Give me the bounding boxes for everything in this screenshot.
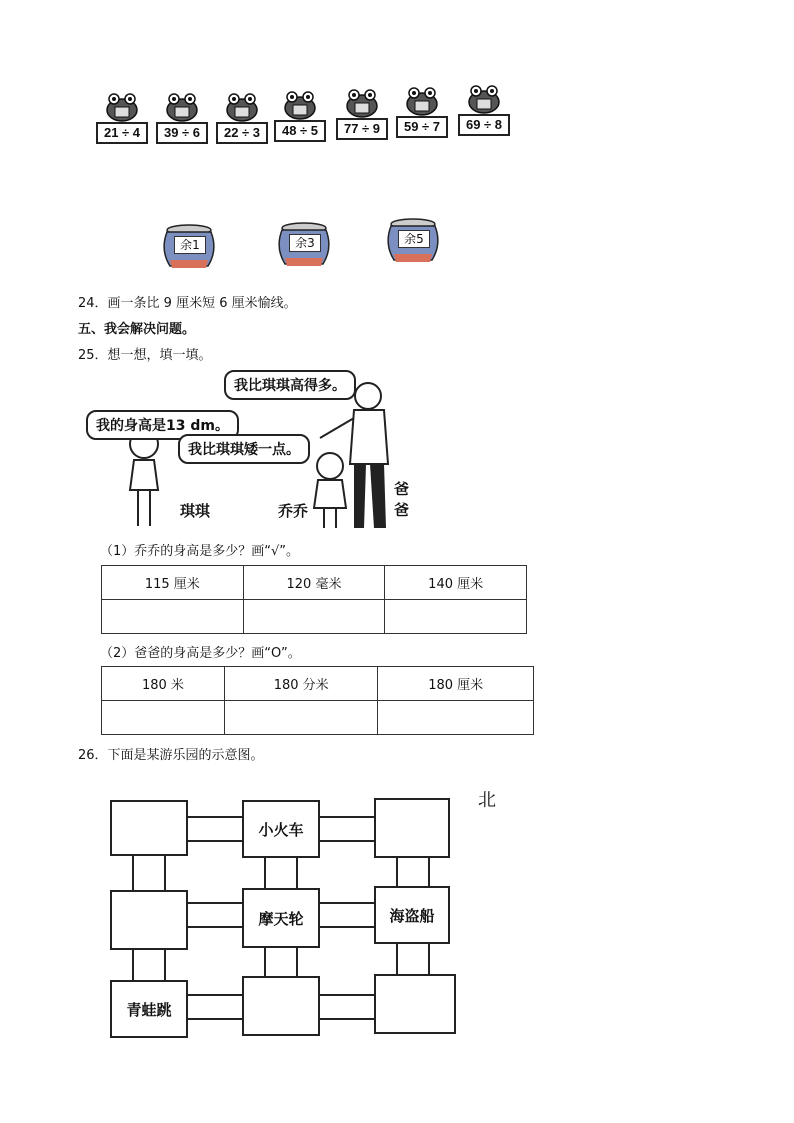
question-25-1: （1）乔乔的身高是多少？画“√”。 [100, 544, 300, 559]
height-scene [92, 368, 422, 530]
frog-icon [344, 88, 380, 118]
option-label: 120 毫米 [243, 566, 385, 600]
name-qiqi: 琪琪 [180, 502, 211, 520]
options-table-1 [101, 565, 527, 634]
answer-cell[interactable] [224, 701, 378, 735]
path-bridge [186, 994, 242, 1020]
park-slot-empty [110, 800, 188, 856]
division-card: 48 ÷ 5 [274, 120, 326, 142]
frog-card-7 [458, 84, 510, 136]
frog-icon [466, 84, 502, 114]
options-table-2 [101, 666, 534, 735]
frog-card-5 [336, 88, 388, 140]
speech-bubble-qiqi: 我的身高是13 dm。 [86, 410, 239, 440]
park-slot-pirate-ship: 海盗船 [374, 886, 450, 944]
frog-card-4 [274, 90, 326, 142]
path-bridge [396, 856, 430, 888]
jar-label: 余5 [398, 230, 430, 248]
frog-icon [404, 86, 440, 116]
park-slot-ferris-wheel: 摩天轮 [242, 888, 320, 948]
path-bridge [132, 852, 166, 890]
jar-2 [275, 220, 333, 270]
section-5-heading: 五、我会解决问题。 [78, 322, 196, 337]
option-label: 180 厘米 [378, 667, 534, 701]
path-bridge [186, 902, 242, 928]
speech-bubble-qiaoqiao: 我比琪琪矮一点。 [178, 434, 310, 464]
path-bridge [318, 994, 374, 1020]
answer-cell[interactable] [243, 600, 385, 634]
division-card: 69 ÷ 8 [458, 114, 510, 136]
frog-card-6 [396, 86, 448, 138]
name-qiaoqiao: 乔乔 [278, 502, 309, 520]
north-label: 北 [478, 790, 496, 811]
answer-cell[interactable] [102, 600, 244, 634]
option-label: 115 厘米 [102, 566, 244, 600]
path-bridge [186, 816, 242, 842]
frog-card-3 [216, 92, 268, 144]
park-slot-empty [110, 890, 188, 950]
path-bridge [318, 902, 374, 928]
path-bridge [396, 942, 430, 974]
park-map [100, 786, 500, 1036]
path-bridge [132, 948, 166, 980]
park-slot-empty [374, 974, 456, 1034]
option-label: 140 厘米 [385, 566, 527, 600]
frog-icon [104, 92, 140, 122]
speech-bubble-dad: 我比琪琪高得多。 [224, 370, 356, 400]
path-bridge [264, 946, 298, 976]
park-slot-empty [242, 976, 320, 1036]
jar-label: 余3 [289, 234, 321, 252]
frog-card-2 [156, 92, 208, 144]
division-card: 59 ÷ 7 [396, 116, 448, 138]
frog-icon [282, 90, 318, 120]
frog-icon [164, 92, 200, 122]
answer-cell[interactable] [385, 600, 527, 634]
jar-3 [384, 216, 442, 266]
park-slot-frog-jump: 青蛙跳 [110, 980, 188, 1038]
option-label: 180 米 [102, 667, 225, 701]
question-26: 26．下面是某游乐园的示意图。 [78, 748, 264, 763]
frog-card-1 [96, 92, 148, 144]
division-card: 21 ÷ 4 [96, 122, 148, 144]
answer-cell[interactable] [102, 701, 225, 735]
path-bridge [318, 816, 374, 842]
answer-cell[interactable] [378, 701, 534, 735]
jar-label: 余1 [174, 236, 206, 254]
division-card: 39 ÷ 6 [156, 122, 208, 144]
jar-1 [160, 222, 218, 272]
frog-icon [224, 92, 260, 122]
park-slot-train: 小火车 [242, 800, 320, 858]
question-25: 25．想一想，填一填。 [78, 348, 212, 363]
path-bridge [264, 856, 298, 888]
park-slot-empty [374, 798, 450, 858]
option-label: 180 分米 [224, 667, 378, 701]
question-24: 24．画一条比 9 厘米短 6 厘米愉线。 [78, 296, 297, 311]
division-card: 77 ÷ 9 [336, 118, 388, 140]
question-25-2: （2）爸爸的身高是多少？画“O”。 [100, 646, 301, 661]
division-card: 22 ÷ 3 [216, 122, 268, 144]
name-dad: 爸爸 [394, 480, 410, 519]
